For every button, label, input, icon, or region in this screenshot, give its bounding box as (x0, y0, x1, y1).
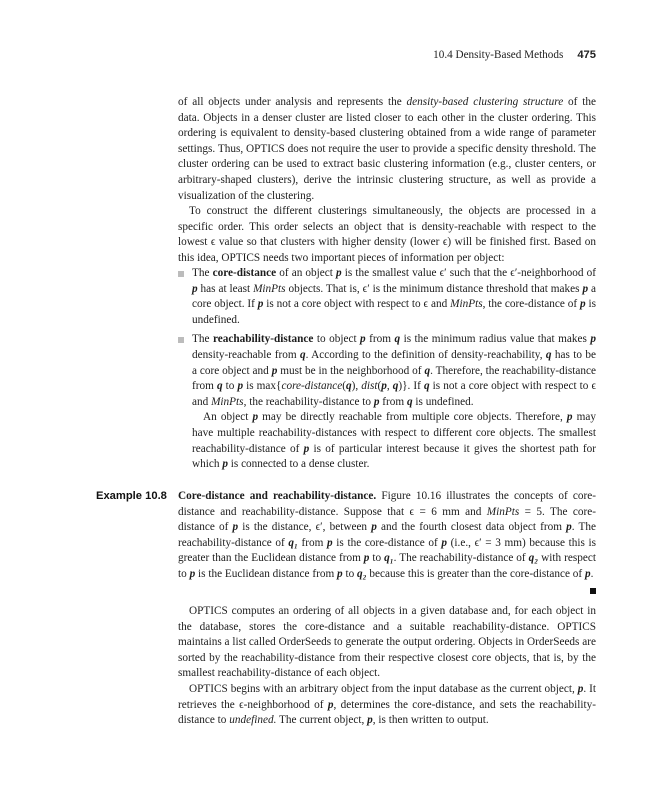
intro-paragraph-1: of all objects under analysis and represents the density-based clustering structure of the data. Objects in a denser cluster are listed closer to each other in the cluster ordering. This ordering is equivalent to density-based clustering obtained from a wide range of parameter settings. Thus, OPTICS does not require the user to provide a specific density threshold. The cluster ordering can be used to extract basic clustering information (e.g., cluster centers, or arbitrary-shaped clusters), derive the intrinsic clustering structure, as well as provide a visualization of the clustering. (178, 96, 596, 202)
example-title: Core-distance and reachability-distance. (178, 490, 377, 502)
example-body: Core-distance and reachability-distance. Figure 10.16 illustrates the concepts of core-distance and reachability-distance. Suppose that ϵ = 6 mm and MinPts = 5. The core-distance of p is the distance, ϵ′, between p and the fourth closest data object from p. The reachability-distance of q₁ from p is the core-distance of p (i.e., ϵ′ = 3 mm) because this is greater than the Euclidean distance from p to q₁. The reachability-distance of q₂ with respect to p is the Euclidean distance from p to q₂ because this is greater than the core-distance of p. (178, 489, 596, 594)
page-number: 475 (577, 49, 596, 61)
bullet-square-icon (178, 271, 184, 277)
closing-paragraph-2: OPTICS begins with an arbitrary object from the input database as the current object, p. It retrieves the ϵ-neighborhood of p, determines the core-distance, and sets the reachability-distance to undefined. The current object, p, is then written to output. (178, 682, 597, 727)
intro-text (178, 95, 596, 267)
term-density-based-clustering-structure: density-based clustering structure (406, 96, 564, 108)
end-of-example-icon (590, 588, 596, 594)
bullet-square-icon (178, 337, 184, 343)
example-label: Example 10.8 (96, 490, 167, 502)
section-title: 10.4 Density-Based Methods (433, 49, 564, 61)
bullet-reachability-distance: The reachability-distance to object p from q is the minimum radius value that makes p density-reachable from q. According to the definition of density-reachability, q has to be a core object and p must be in the neighborhood of q. Therefore, the reachability-distance from q to p is max{core-distance(q), dist(p, q)}. If q is not a core object with respect to ϵ and MinPts, the reachability-distance to p from q is undefined. An object p may be directly reachable from multiple core objects. Therefore, p may have multiple reachability-distances with respect to different core objects. The smallest reachability-distance of p is of particular interest because it gives the shortest path for which p is connected to a dense cluster. (178, 332, 596, 472)
closing-text (178, 604, 596, 729)
bullet-continuation-paragraph: An object p may be directly reachable from multiple core objects. Therefore, p may have multiple reachability-distances with respect to different core objects. The smallest reachability-distance of p is of particular interest because it gives the shortest path for which p is connected to a dense cluster. (192, 411, 596, 471)
term-core-distance: core-distance (212, 267, 277, 279)
term-reachability-distance: reachability-distance (212, 333, 314, 346)
bullet-core-distance: The core-distance of an object p is the smallest value ϵ′ such that the ϵ′-neighborhood of p has at least MinPts objects. That is, ϵ′ is the minimum distance threshold that makes p a core object. If p is not a core object with respect to ϵ and MinPts, the core-distance of p is undefined. (178, 266, 596, 328)
running-head (433, 49, 596, 61)
intro-paragraph-2: To construct the different clusterings simultaneously, the objects are processed in a specific order. This order selects an object that is density-reachable with respect to the lowest ϵ value so that clusters with higher density (lower ϵ) will be finished first. Based on this idea, OPTICS needs two important pieces of information per object: (178, 205, 596, 264)
closing-paragraph-1: OPTICS computes an ordering of all objects in a given database and, for each object in the database, stores the core-distance and a suitable reachability-distance. OPTICS maintains a list called OrderSeeds to generate the output ordering. Objects in OrderSeeds are sorted by the reachability-distance from their respective closest core objects, that is, by the smallest reachability-distance of each object. (178, 605, 596, 680)
bullet-list (178, 266, 596, 477)
